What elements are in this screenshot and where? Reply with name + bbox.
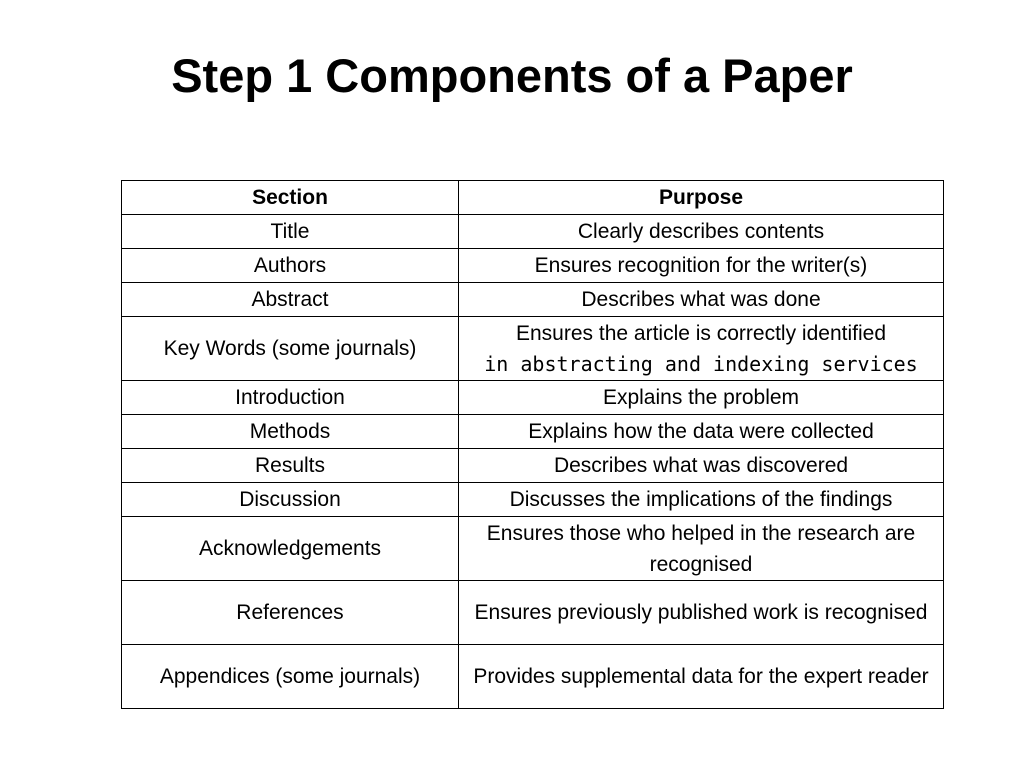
section-cell: Acknowledgements (122, 517, 459, 581)
purpose-cell: Explains how the data were collected (459, 415, 944, 449)
purpose-cell: Describes what was discovered (459, 449, 944, 483)
table-row (122, 483, 944, 517)
purpose-cell: Clearly describes contents (459, 215, 944, 249)
section-cell: References (122, 581, 459, 645)
table-row (122, 581, 944, 645)
table-row (122, 317, 944, 381)
column-header-section: Section (122, 181, 459, 215)
section-cell: Abstract (122, 283, 459, 317)
purpose-line: Ensures the article is correctly identified (516, 321, 886, 345)
section-cell: Key Words (some journals) (122, 317, 459, 381)
table-row (122, 249, 944, 283)
table-row (122, 381, 944, 415)
section-cell: Results (122, 449, 459, 483)
purpose-cell (459, 317, 944, 381)
purpose-line: in abstracting and indexing services (484, 351, 918, 376)
section-cell: Appendices (some journals) (122, 645, 459, 709)
purpose-cell: Describes what was done (459, 283, 944, 317)
table-header-row (122, 181, 944, 215)
purpose-cell: Ensures those who helped in the research are recognised (459, 517, 944, 581)
column-header-purpose: Purpose (459, 181, 944, 215)
slide-title: Step 1 Components of a Paper (171, 49, 853, 102)
components-table (121, 180, 944, 709)
table-row (122, 415, 944, 449)
purpose-cell: Ensures previously published work is recognised (459, 581, 944, 645)
section-cell: Title (122, 215, 459, 249)
purpose-cell: Provides supplemental data for the expert reader (459, 645, 944, 709)
table-row (122, 449, 944, 483)
table-row (122, 215, 944, 249)
table-row (122, 645, 944, 709)
section-cell: Introduction (122, 381, 459, 415)
purpose-cell: Ensures recognition for the writer(s) (459, 249, 944, 283)
purpose-cell: Discusses the implications of the findings (459, 483, 944, 517)
table-row (122, 517, 944, 581)
purpose-cell: Explains the problem (459, 381, 944, 415)
table-row (122, 283, 944, 317)
section-cell: Authors (122, 249, 459, 283)
section-cell: Methods (122, 415, 459, 449)
section-cell: Discussion (122, 483, 459, 517)
